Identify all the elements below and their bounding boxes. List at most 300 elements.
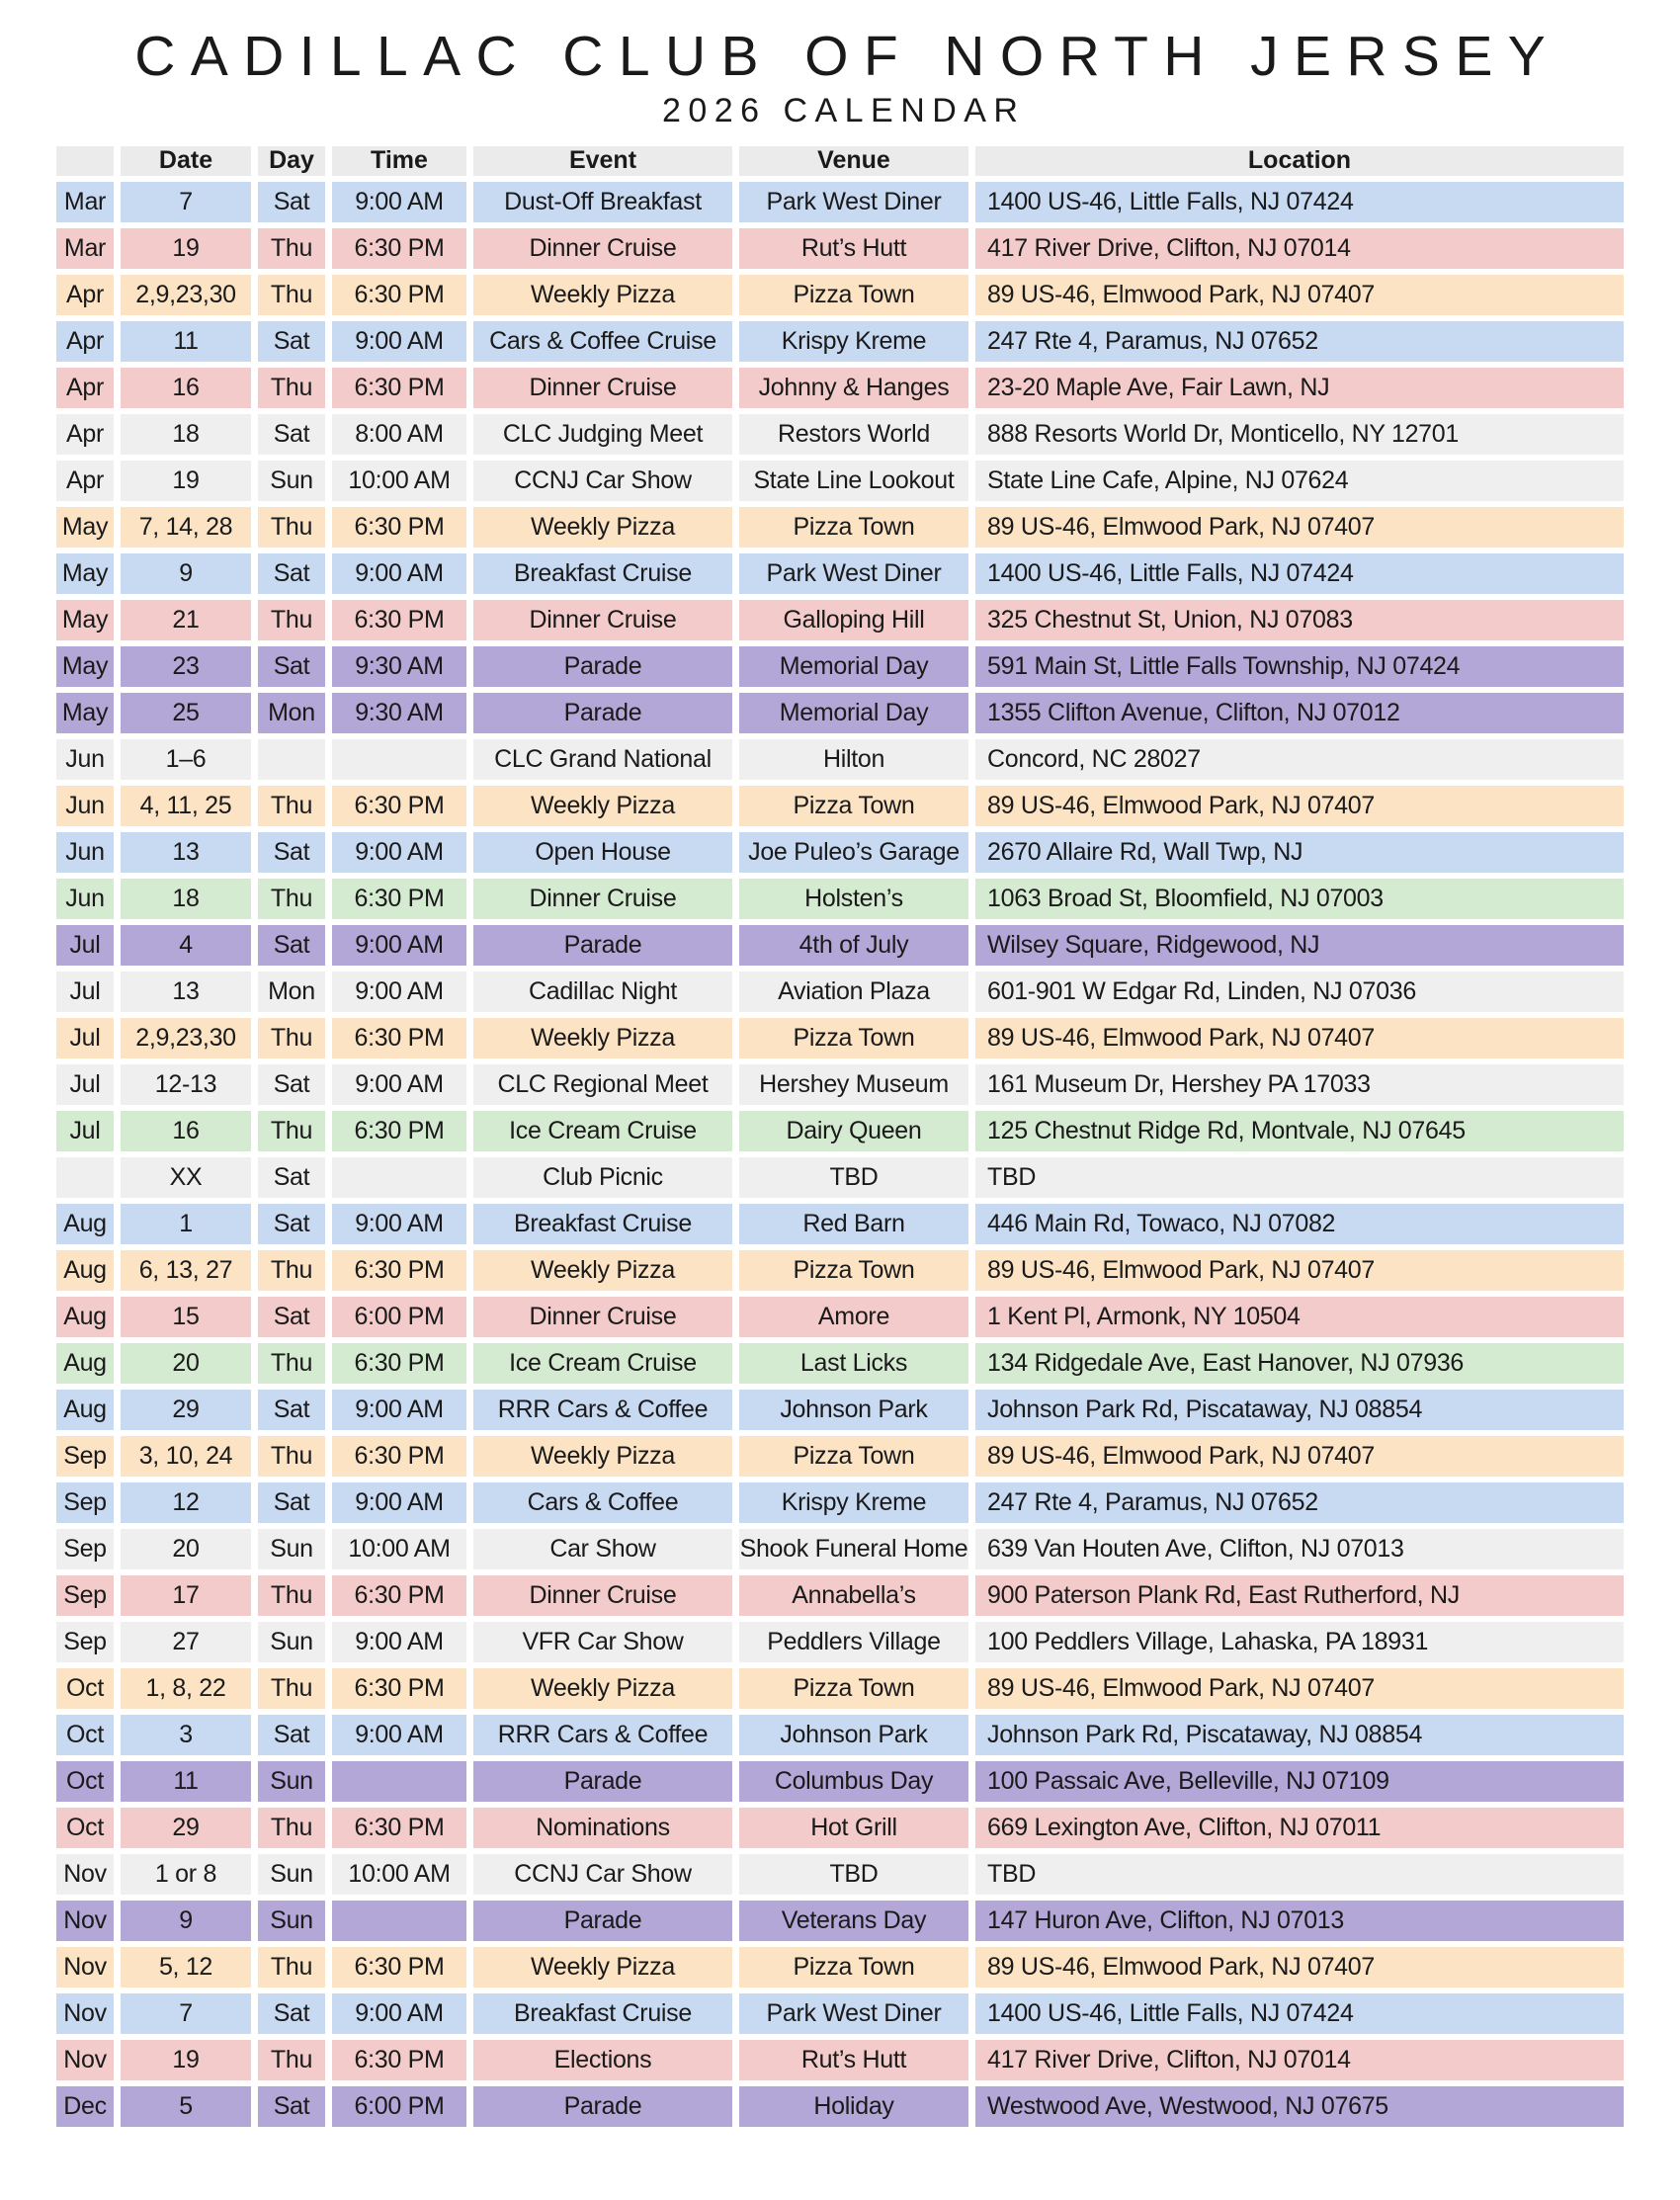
cell-date: 4, 11, 25 (121, 786, 251, 826)
cell-event: Dust-Off Breakfast (473, 182, 732, 222)
cell-location: 1400 US-46, Little Falls, NJ 07424 (975, 553, 1624, 594)
cell-date: 12-13 (121, 1064, 251, 1105)
cell-date: 9 (121, 553, 251, 594)
cell-event: Breakfast Cruise (473, 553, 732, 594)
cell-date: 1 (121, 1204, 251, 1244)
cell-time: 6:30 PM (332, 1111, 466, 1151)
cell-time: 10:00 AM (332, 1529, 466, 1569)
event-row (56, 1297, 1624, 1337)
cell-event: Weekly Pizza (473, 1947, 732, 1988)
event-row (56, 275, 1624, 315)
cell-location: 89 US-46, Elmwood Park, NJ 07407 (975, 1436, 1624, 1477)
cell-venue: Pizza Town (739, 1250, 968, 1291)
cell-month: Aug (56, 1250, 114, 1291)
cell-month: Oct (56, 1761, 114, 1802)
cell-day: Thu (258, 275, 325, 315)
cell-day: Sat (258, 1064, 325, 1105)
cell-time: 9:00 AM (332, 1482, 466, 1523)
cell-month: Aug (56, 1204, 114, 1244)
cell-location: 446 Main Rd, Towaco, NJ 07082 (975, 1204, 1624, 1244)
cell-day: Thu (258, 786, 325, 826)
cell-location: State Line Cafe, Alpine, NJ 07624 (975, 461, 1624, 501)
cell-time: 6:30 PM (332, 368, 466, 408)
cell-date: 7 (121, 182, 251, 222)
cell-venue: Restors World (739, 414, 968, 455)
cell-event: Parade (473, 2086, 732, 2127)
cell-month: Nov (56, 1901, 114, 1941)
cell-venue: Rut’s Hutt (739, 228, 968, 269)
cell-event: CLC Judging Meet (473, 414, 732, 455)
cell-date: 3 (121, 1715, 251, 1755)
cell-event: Car Show (473, 1529, 732, 1569)
cell-time: 9:00 AM (332, 1715, 466, 1755)
cell-event: Dinner Cruise (473, 600, 732, 640)
cell-time (332, 1901, 466, 1941)
cell-time: 10:00 AM (332, 461, 466, 501)
cell-month: Oct (56, 1668, 114, 1709)
cell-month: Jul (56, 1111, 114, 1151)
event-row (56, 1482, 1624, 1523)
cell-date: 29 (121, 1808, 251, 1848)
cell-time: 6:00 PM (332, 2086, 466, 2127)
event-row (56, 1436, 1624, 1477)
event-row (56, 1343, 1624, 1384)
cell-month: Sep (56, 1622, 114, 1662)
cell-location: 888 Resorts World Dr, Monticello, NY 12701 (975, 414, 1624, 455)
cell-month: Jul (56, 1064, 114, 1105)
calendar-table-body (56, 182, 1624, 2127)
cell-date: 5, 12 (121, 1947, 251, 1988)
cell-day: Sat (258, 553, 325, 594)
cell-venue: Pizza Town (739, 1947, 968, 1988)
event-row (56, 414, 1624, 455)
event-row (56, 1715, 1624, 1755)
cell-day: Sat (258, 1482, 325, 1523)
cell-month: Sep (56, 1575, 114, 1616)
cell-location: Westwood Ave, Westwood, NJ 07675 (975, 2086, 1624, 2127)
cell-event: Parade (473, 1901, 732, 1941)
cell-time (332, 739, 466, 780)
cell-month: Sep (56, 1529, 114, 1569)
cell-event: Weekly Pizza (473, 786, 732, 826)
cell-venue: Park West Diner (739, 1993, 968, 2034)
cell-time (332, 1761, 466, 1802)
event-row (56, 182, 1624, 222)
cell-time: 9:30 AM (332, 646, 466, 687)
cell-venue: Galloping Hill (739, 600, 968, 640)
cell-venue: Pizza Town (739, 786, 968, 826)
event-row (56, 879, 1624, 919)
cell-location: 247 Rte 4, Paramus, NJ 07652 (975, 321, 1624, 362)
cell-location: 134 Ridgedale Ave, East Hanover, NJ 07936 (975, 1343, 1624, 1384)
cell-event: CCNJ Car Show (473, 1854, 732, 1895)
cell-location: 417 River Drive, Clifton, NJ 07014 (975, 2040, 1624, 2080)
cell-day: Sat (258, 832, 325, 873)
header-event: Event (473, 146, 732, 176)
cell-date: 1–6 (121, 739, 251, 780)
cell-location: 417 River Drive, Clifton, NJ 07014 (975, 228, 1624, 269)
cell-location: 601-901 W Edgar Rd, Linden, NJ 07036 (975, 972, 1624, 1012)
cell-date: 13 (121, 832, 251, 873)
cell-venue: Memorial Day (739, 693, 968, 733)
cell-day: Sat (258, 2086, 325, 2127)
cell-date: 27 (121, 1622, 251, 1662)
cell-date: 4 (121, 925, 251, 966)
cell-venue: Last Licks (739, 1343, 968, 1384)
event-row (56, 1622, 1624, 1662)
event-row (56, 739, 1624, 780)
cell-day: Sun (258, 1854, 325, 1895)
cell-venue: Holsten’s (739, 879, 968, 919)
cell-venue: Hot Grill (739, 1808, 968, 1848)
cell-day: Sun (258, 1529, 325, 1569)
cell-time: 9:00 AM (332, 1993, 466, 2034)
cell-event: Breakfast Cruise (473, 1993, 732, 2034)
cell-time: 9:00 AM (332, 1622, 466, 1662)
cell-time: 6:30 PM (332, 1250, 466, 1291)
header-month-spacer (56, 146, 114, 176)
event-row (56, 1761, 1624, 1802)
cell-day: Thu (258, 1808, 325, 1848)
cell-event: Breakfast Cruise (473, 1204, 732, 1244)
cell-event: CCNJ Car Show (473, 461, 732, 501)
cell-time: 6:30 PM (332, 600, 466, 640)
cell-event: Club Picnic (473, 1157, 732, 1198)
cell-month: May (56, 553, 114, 594)
cell-month: Apr (56, 275, 114, 315)
cell-venue: Veterans Day (739, 1901, 968, 1941)
cell-venue: Pizza Town (739, 1668, 968, 1709)
cell-date: 5 (121, 2086, 251, 2127)
cell-month: Aug (56, 1390, 114, 1430)
cell-month: Oct (56, 1808, 114, 1848)
cell-venue: Krispy Kreme (739, 321, 968, 362)
cell-location: 89 US-46, Elmwood Park, NJ 07407 (975, 1668, 1624, 1709)
cell-date: 13 (121, 972, 251, 1012)
cell-event: VFR Car Show (473, 1622, 732, 1662)
cell-time: 10:00 AM (332, 1854, 466, 1895)
cell-date: XX (121, 1157, 251, 1198)
cell-date: 1, 8, 22 (121, 1668, 251, 1709)
cell-day: Thu (258, 2040, 325, 2080)
cell-event: Weekly Pizza (473, 507, 732, 548)
cell-month: Nov (56, 1993, 114, 2034)
cell-venue: Pizza Town (739, 507, 968, 548)
cell-time: 6:30 PM (332, 507, 466, 548)
header-row (56, 146, 1624, 176)
cell-venue: Columbus Day (739, 1761, 968, 1802)
cell-location: 591 Main St, Little Falls Township, NJ 07424 (975, 646, 1624, 687)
cell-day: Sat (258, 1157, 325, 1198)
cell-day: Sun (258, 1901, 325, 1941)
cell-day: Thu (258, 600, 325, 640)
cell-month: Jun (56, 879, 114, 919)
cell-time: 6:30 PM (332, 1575, 466, 1616)
cell-location: 89 US-46, Elmwood Park, NJ 07407 (975, 1018, 1624, 1058)
cell-venue: Pizza Town (739, 1018, 968, 1058)
header-date: Date (121, 146, 251, 176)
cell-time: 9:00 AM (332, 182, 466, 222)
cell-day: Thu (258, 1111, 325, 1151)
cell-time: 9:00 AM (332, 553, 466, 594)
cell-location: 89 US-46, Elmwood Park, NJ 07407 (975, 1250, 1624, 1291)
cell-date: 19 (121, 461, 251, 501)
cell-location: 1 Kent Pl, Armonk, NY 10504 (975, 1297, 1624, 1337)
event-row (56, 1018, 1624, 1058)
cell-event: Weekly Pizza (473, 1668, 732, 1709)
cell-location: Concord, NC 28027 (975, 739, 1624, 780)
cell-venue: Memorial Day (739, 646, 968, 687)
cell-location: 1400 US-46, Little Falls, NJ 07424 (975, 182, 1624, 222)
event-row (56, 2086, 1624, 2127)
cell-time: 6:00 PM (332, 1297, 466, 1337)
cell-location: Johnson Park Rd, Piscataway, NJ 08854 (975, 1390, 1624, 1430)
cell-day: Thu (258, 507, 325, 548)
cell-time: 9:30 AM (332, 693, 466, 733)
cell-month: Nov (56, 1947, 114, 1988)
cell-location: Johnson Park Rd, Piscataway, NJ 08854 (975, 1715, 1624, 1755)
cell-location: 639 Van Houten Ave, Clifton, NJ 07013 (975, 1529, 1624, 1569)
cell-venue: TBD (739, 1854, 968, 1895)
calendar-page (0, 26, 1680, 2133)
cell-venue: Peddlers Village (739, 1622, 968, 1662)
cell-time: 6:30 PM (332, 1668, 466, 1709)
event-row (56, 553, 1624, 594)
cell-day: Thu (258, 368, 325, 408)
cell-month: Jul (56, 972, 114, 1012)
cell-event: Ice Cream Cruise (473, 1111, 732, 1151)
cell-month: Jun (56, 786, 114, 826)
cell-event: Parade (473, 1761, 732, 1802)
event-row (56, 1111, 1624, 1151)
cell-event: Ice Cream Cruise (473, 1343, 732, 1384)
cell-event: Dinner Cruise (473, 1297, 732, 1337)
cell-date: 7 (121, 1993, 251, 2034)
cell-venue: Aviation Plaza (739, 972, 968, 1012)
event-row (56, 600, 1624, 640)
cell-event: Weekly Pizza (473, 275, 732, 315)
cell-date: 12 (121, 1482, 251, 1523)
cell-venue: State Line Lookout (739, 461, 968, 501)
cell-date: 18 (121, 414, 251, 455)
event-row (56, 1993, 1624, 2034)
cell-date: 25 (121, 693, 251, 733)
event-row (56, 925, 1624, 966)
cell-location: 89 US-46, Elmwood Park, NJ 07407 (975, 275, 1624, 315)
cell-venue: Pizza Town (739, 275, 968, 315)
cell-time: 6:30 PM (332, 1947, 466, 1988)
event-row (56, 321, 1624, 362)
cell-venue: Amore (739, 1297, 968, 1337)
cell-time: 6:30 PM (332, 1018, 466, 1058)
cell-day: Sat (258, 1297, 325, 1337)
event-row (56, 1390, 1624, 1430)
event-row (56, 1668, 1624, 1709)
cell-date: 9 (121, 1901, 251, 1941)
cell-time: 9:00 AM (332, 972, 466, 1012)
cell-event: Open House (473, 832, 732, 873)
cell-venue: Johnny & Hanges (739, 368, 968, 408)
event-row (56, 1901, 1624, 1941)
cell-day: Thu (258, 1436, 325, 1477)
cell-venue: Hilton (739, 739, 968, 780)
cell-month: Apr (56, 414, 114, 455)
cell-month: Sep (56, 1436, 114, 1477)
cell-location: 325 Chestnut St, Union, NJ 07083 (975, 600, 1624, 640)
cell-venue: Johnson Park (739, 1390, 968, 1430)
header-venue: Venue (739, 146, 968, 176)
cell-date: 2,9,23,30 (121, 275, 251, 315)
cell-location: Wilsey Square, Ridgewood, NJ (975, 925, 1624, 966)
cell-day: Mon (258, 972, 325, 1012)
cell-event: CLC Grand National (473, 739, 732, 780)
cell-date: 6, 13, 27 (121, 1250, 251, 1291)
cell-venue: Park West Diner (739, 182, 968, 222)
event-row (56, 1064, 1624, 1105)
cell-time: 6:30 PM (332, 2040, 466, 2080)
cell-date: 16 (121, 368, 251, 408)
cell-location: 247 Rte 4, Paramus, NJ 07652 (975, 1482, 1624, 1523)
cell-date: 19 (121, 228, 251, 269)
cell-location: 100 Peddlers Village, Lahaska, PA 18931 (975, 1622, 1624, 1662)
cell-venue: Johnson Park (739, 1715, 968, 1755)
cell-day: Sat (258, 1715, 325, 1755)
cell-date: 17 (121, 1575, 251, 1616)
cell-month: Jun (56, 739, 114, 780)
event-row (56, 646, 1624, 687)
cell-time: 8:00 AM (332, 414, 466, 455)
cell-day: Thu (258, 1575, 325, 1616)
cell-location: 147 Huron Ave, Clifton, NJ 07013 (975, 1901, 1624, 1941)
cell-day: Thu (258, 879, 325, 919)
cell-time: 9:00 AM (332, 1204, 466, 1244)
cell-location: 100 Passaic Ave, Belleville, NJ 07109 (975, 1761, 1624, 1802)
event-row (56, 461, 1624, 501)
event-row (56, 507, 1624, 548)
cell-day: Sat (258, 646, 325, 687)
event-row (56, 228, 1624, 269)
cell-time (332, 1157, 466, 1198)
cell-month: May (56, 693, 114, 733)
cell-event: Weekly Pizza (473, 1250, 732, 1291)
cell-venue: Joe Puleo’s Garage (739, 832, 968, 873)
cell-day: Thu (258, 1947, 325, 1988)
cell-day: Thu (258, 1668, 325, 1709)
cell-time: 6:30 PM (332, 1343, 466, 1384)
event-row (56, 1529, 1624, 1569)
cell-location: 1063 Broad St, Bloomfield, NJ 07003 (975, 879, 1624, 919)
cell-day: Sat (258, 1993, 325, 2034)
event-row (56, 1854, 1624, 1895)
cell-day: Sun (258, 461, 325, 501)
cell-location: TBD (975, 1157, 1624, 1198)
cell-location: 161 Museum Dr, Hershey PA 17033 (975, 1064, 1624, 1105)
cell-location: 89 US-46, Elmwood Park, NJ 07407 (975, 1947, 1624, 1988)
cell-time: 9:00 AM (332, 1390, 466, 1430)
cell-venue: 4th of July (739, 925, 968, 966)
header-location: Location (975, 146, 1624, 176)
cell-location: 1355 Clifton Avenue, Clifton, NJ 07012 (975, 693, 1624, 733)
cell-location: 125 Chestnut Ridge Rd, Montvale, NJ 07645 (975, 1111, 1624, 1151)
event-row (56, 1157, 1624, 1198)
cell-month: Jul (56, 925, 114, 966)
cell-location: TBD (975, 1854, 1624, 1895)
cell-event: Dinner Cruise (473, 368, 732, 408)
cell-time: 6:30 PM (332, 1436, 466, 1477)
cell-venue: Shook Funeral Home (739, 1529, 968, 1569)
cell-date: 29 (121, 1390, 251, 1430)
cell-day: Sat (258, 1204, 325, 1244)
cell-location: 23-20 Maple Ave, Fair Lawn, NJ (975, 368, 1624, 408)
cell-date: 15 (121, 1297, 251, 1337)
cell-month: Aug (56, 1343, 114, 1384)
cell-time: 9:00 AM (332, 321, 466, 362)
cell-location: 2670 Allaire Rd, Wall Twp, NJ (975, 832, 1624, 873)
cell-event: Dinner Cruise (473, 228, 732, 269)
cell-date: 3, 10, 24 (121, 1436, 251, 1477)
cell-time: 9:00 AM (332, 1064, 466, 1105)
cell-event: Cars & Coffee Cruise (473, 321, 732, 362)
cell-date: 19 (121, 2040, 251, 2080)
cell-time: 6:30 PM (332, 1808, 466, 1848)
cell-day (258, 739, 325, 780)
cell-date: 23 (121, 646, 251, 687)
cell-venue: TBD (739, 1157, 968, 1198)
cell-month: Apr (56, 461, 114, 501)
cell-month: Apr (56, 321, 114, 362)
cell-event: Nominations (473, 1808, 732, 1848)
cell-date: 1 or 8 (121, 1854, 251, 1895)
cell-day: Sat (258, 182, 325, 222)
cell-month: Nov (56, 1854, 114, 1895)
cell-venue: Pizza Town (739, 1436, 968, 1477)
cell-event: Parade (473, 925, 732, 966)
cell-date: 11 (121, 321, 251, 362)
cell-month: Apr (56, 368, 114, 408)
event-row (56, 2040, 1624, 2080)
cell-month: Mar (56, 228, 114, 269)
cell-venue: Red Barn (739, 1204, 968, 1244)
cell-location: 89 US-46, Elmwood Park, NJ 07407 (975, 786, 1624, 826)
cell-month: May (56, 600, 114, 640)
event-row (56, 1947, 1624, 1988)
cell-month: Aug (56, 1297, 114, 1337)
cell-month: Dec (56, 2086, 114, 2127)
cell-venue: Hershey Museum (739, 1064, 968, 1105)
page-title: CADILLAC CLUB OF NORTH JERSEY (134, 25, 1561, 88)
cell-date: 11 (121, 1761, 251, 1802)
cell-event: Elections (473, 2040, 732, 2080)
cell-event: Weekly Pizza (473, 1018, 732, 1058)
cell-day: Sat (258, 1390, 325, 1430)
cell-venue: Krispy Kreme (739, 1482, 968, 1523)
cell-event: Parade (473, 646, 732, 687)
cell-location: 900 Paterson Plank Rd, East Rutherford, NJ (975, 1575, 1624, 1616)
cell-day: Thu (258, 228, 325, 269)
event-row (56, 832, 1624, 873)
event-row (56, 368, 1624, 408)
event-row (56, 693, 1624, 733)
cell-date: 16 (121, 1111, 251, 1151)
cell-day: Sun (258, 1622, 325, 1662)
cell-location: 89 US-46, Elmwood Park, NJ 07407 (975, 507, 1624, 548)
cell-date: 2,9,23,30 (121, 1018, 251, 1058)
cell-time: 9:00 AM (332, 832, 466, 873)
cell-day: Sun (258, 1761, 325, 1802)
cell-event: Dinner Cruise (473, 879, 732, 919)
cell-month: May (56, 507, 114, 548)
cell-month: Nov (56, 2040, 114, 2080)
